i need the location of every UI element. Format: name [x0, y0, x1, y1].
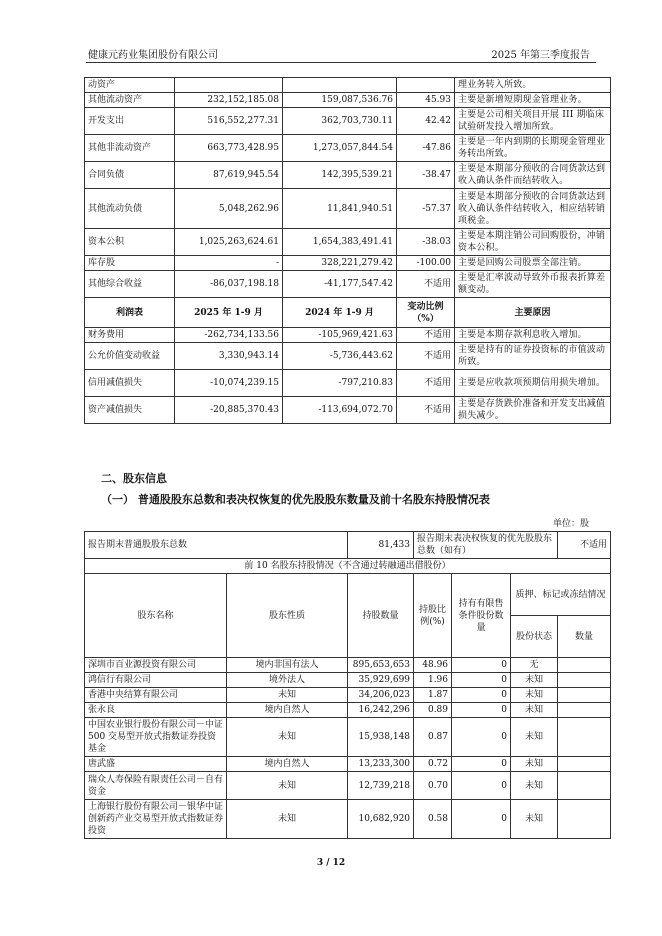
income-row [85, 343, 611, 370]
income-header-current: 2025 年 1-9 月 [175, 298, 283, 328]
row-change: 不适用 [397, 370, 455, 397]
row-previous: 362,703,730.11 [283, 108, 397, 135]
balance-row [85, 78, 611, 93]
holder-shares: 34,206,023 [348, 688, 414, 703]
row-current: -10,074,239.15 [175, 370, 283, 397]
holder-shares: 12,739,218 [348, 772, 414, 800]
holder-name: 中国农业银行股份有限公司－中证 500 交易型开放式指数证券投资基金 [85, 718, 227, 757]
holder-ratio: 0.89 [414, 703, 452, 718]
shareholder-row [85, 688, 611, 703]
holder-name: 张永良 [85, 703, 227, 718]
holder-status: 未知 [511, 800, 558, 839]
holder-shares: 35,929,699 [348, 673, 414, 688]
row-previous: 328,221,279.42 [283, 256, 397, 271]
row-current [175, 78, 283, 93]
row-item: 开发支出 [85, 108, 175, 135]
holder-shares: 16,242,296 [348, 703, 414, 718]
row-current: -86,037,198.18 [175, 271, 283, 298]
row-previous [283, 78, 397, 93]
row-current: - [175, 256, 283, 271]
shareholder-row [85, 800, 611, 839]
holder-name: 上海银行股份有限公司－银华中证创新药产业交易型开放式指数证券投资 [85, 800, 227, 839]
row-current: 232,152,185.08 [175, 93, 283, 108]
holder-name: 唐武盛 [85, 757, 227, 772]
income-header-item: 利润表 [85, 298, 175, 328]
row-item: 信用减值损失 [85, 370, 175, 397]
column-header-row-1 [85, 574, 611, 616]
shareholder-row [85, 703, 611, 718]
holder-nature: 未知 [227, 718, 348, 757]
preferred-holders-label: 报告期末表决权恢复的优先股股东总数（如有） [414, 532, 558, 559]
row-item: 合同负债 [85, 162, 175, 189]
holder-status: 无 [511, 658, 558, 673]
row-previous: -113,694,072.70 [283, 397, 397, 424]
holder-nature: 境内非国有法人 [227, 658, 348, 673]
row-change: 不适用 [397, 397, 455, 424]
col-pledge: 质押、标记或冻结情况 [511, 574, 611, 616]
holder-status: 未知 [511, 688, 558, 703]
col-restricted: 持有有限售条件股份数量 [452, 574, 511, 658]
row-reason: 主要是回购公司股票全部注销。 [455, 256, 611, 271]
holder-nature: 境内自然人 [227, 757, 348, 772]
holder-qty [558, 658, 611, 673]
row-reason: 主要是持有的证券投资标的市值波动所致。 [455, 343, 611, 370]
col-name: 股东名称 [85, 574, 227, 658]
row-current: 663,773,428.95 [175, 135, 283, 162]
holder-qty [558, 772, 611, 800]
holder-ratio: 0.72 [414, 757, 452, 772]
shareholder-row [85, 673, 611, 688]
holder-shares: 15,938,148 [348, 718, 414, 757]
holder-restricted: 0 [452, 772, 511, 800]
holder-restricted: 0 [452, 800, 511, 839]
balance-row [85, 229, 611, 256]
holder-ratio: 0.70 [414, 772, 452, 800]
holder-name: 深圳市百业源投资有限公司 [85, 658, 227, 673]
holder-status: 未知 [511, 673, 558, 688]
holder-nature: 未知 [227, 688, 348, 703]
row-item: 财务费用 [85, 328, 175, 343]
row-change: -100.00 [397, 256, 455, 271]
row-previous: 1,273,057,844.54 [283, 135, 397, 162]
row-reason: 主要是一年内到期的长期现金管理业务转出所致。 [455, 135, 611, 162]
row-change: -57.37 [397, 189, 455, 229]
balance-row [85, 271, 611, 298]
holder-status: 未知 [511, 757, 558, 772]
holder-name: 香港中央结算有限公司 [85, 688, 227, 703]
financial-change-table [84, 77, 611, 424]
row-current: 5,048,262.96 [175, 189, 283, 229]
row-item: 其他非流动资产 [85, 135, 175, 162]
shareholder-row [85, 658, 611, 673]
row-item: 动资产 [85, 78, 175, 93]
shareholder-table [84, 531, 611, 839]
row-item: 公允价值变动收益 [85, 343, 175, 370]
row-previous: -41,177,547.42 [283, 271, 397, 298]
holder-qty [558, 757, 611, 772]
row-item: 资本公积 [85, 229, 175, 256]
holder-ratio: 1.96 [414, 673, 452, 688]
holder-qty [558, 688, 611, 703]
col-shares: 持股数量 [348, 574, 414, 658]
holder-shares: 895,653,653 [348, 658, 414, 673]
top10-title-row [85, 559, 611, 574]
row-item: 其他流动资产 [85, 93, 175, 108]
holder-restricted: 0 [452, 703, 511, 718]
holder-qty [558, 673, 611, 688]
section-title: 二、股东信息 [101, 472, 167, 485]
row-item: 其他流动负债 [85, 189, 175, 229]
row-current: 3,330,943.14 [175, 343, 283, 370]
holder-restricted: 0 [452, 688, 511, 703]
holder-nature: 境外法人 [227, 673, 348, 688]
row-previous: 11,841,940.51 [283, 189, 397, 229]
row-reason: 主要是应收款项预期信用损失增加。 [455, 370, 611, 397]
holder-shares: 13,233,300 [348, 757, 414, 772]
holder-status: 未知 [511, 718, 558, 757]
balance-row [85, 93, 611, 108]
header-company: 健康元药业集团股份有限公司 [88, 50, 218, 61]
holder-ratio: 0.87 [414, 718, 452, 757]
row-item: 资产减值损失 [85, 397, 175, 424]
holder-status: 未知 [511, 703, 558, 718]
income-header-row [85, 298, 611, 328]
income-header-previous: 2024 年 1-9 月 [283, 298, 397, 328]
holder-qty [558, 703, 611, 718]
row-change: -47.86 [397, 135, 455, 162]
section-subtitle: （一） 普通股股东总数和表决权恢复的优先股股东数量及前十名股东持股情况表 [101, 493, 490, 506]
row-change: 不适用 [397, 343, 455, 370]
row-current: 1,025,263,624.61 [175, 229, 283, 256]
col-qty: 数量 [558, 616, 611, 658]
row-change: -38.03 [397, 229, 455, 256]
row-reason: 主要是本期注销公司回购股份，冲销资本公积。 [455, 229, 611, 256]
row-item: 库存股 [85, 256, 175, 271]
income-header-change: 变动比例（%） [397, 298, 455, 328]
income-header-reason: 主要原因 [455, 298, 611, 328]
income-row [85, 397, 611, 424]
holder-name: 鸿信行有限公司 [85, 673, 227, 688]
total-holders-value: 81,433 [348, 532, 414, 559]
row-change [397, 78, 455, 93]
holder-qty [558, 800, 611, 839]
holder-status: 未知 [511, 772, 558, 800]
row-previous: -797,210.83 [283, 370, 397, 397]
holder-restricted: 0 [452, 757, 511, 772]
row-previous: -5,736,443.62 [283, 343, 397, 370]
holder-shares: 10,682,920 [348, 800, 414, 839]
holder-restricted: 0 [452, 718, 511, 757]
shareholder-row [85, 718, 611, 757]
row-reason: 主要是新增短期现金管理业务。 [455, 93, 611, 108]
balance-row [85, 256, 611, 271]
row-reason: 主要是本期存款利息收入增加。 [455, 328, 611, 343]
row-current: -262,734,133.56 [175, 328, 283, 343]
row-item: 其他综合收益 [85, 271, 175, 298]
row-reason: 理业务转入所致。 [455, 78, 611, 93]
holder-restricted: 0 [452, 673, 511, 688]
row-reason: 主要是本期部分预收的合同货款达到收入确认条件结转收入，相应结转销项税金。 [455, 189, 611, 229]
row-reason: 主要是公司相关项目开展 III 期临床试验研发投入增加所致。 [455, 108, 611, 135]
row-change: 42.42 [397, 108, 455, 135]
holder-restricted: 0 [452, 658, 511, 673]
col-ratio: 持股比例(%) [414, 574, 452, 658]
balance-row [85, 162, 611, 189]
summary-row [85, 532, 611, 559]
shareholder-row [85, 757, 611, 772]
holder-ratio: 1.87 [414, 688, 452, 703]
shareholder-row [85, 772, 611, 800]
unit-label: 单位：股 [552, 519, 589, 529]
header-divider [86, 62, 596, 63]
row-previous: -105,969,421.63 [283, 328, 397, 343]
row-reason: 主要是汇率波动导致外币报表折算差额变动。 [455, 271, 611, 298]
income-row [85, 328, 611, 343]
balance-row [85, 108, 611, 135]
holder-nature: 未知 [227, 800, 348, 839]
row-change: -38.47 [397, 162, 455, 189]
row-change: 不适用 [397, 271, 455, 298]
balance-row [85, 189, 611, 229]
holder-ratio: 0.58 [414, 800, 452, 839]
row-current: 516,552,277.31 [175, 108, 283, 135]
balance-row [85, 135, 611, 162]
row-change: 45.93 [397, 93, 455, 108]
holder-ratio: 48.96 [414, 658, 452, 673]
col-nature: 股东性质 [227, 574, 348, 658]
row-change: 不适用 [397, 328, 455, 343]
row-previous: 142,395,539.21 [283, 162, 397, 189]
holder-nature: 未知 [227, 772, 348, 800]
col-status: 股份状态 [511, 616, 558, 658]
income-row [85, 370, 611, 397]
row-current: -20,885,370.43 [175, 397, 283, 424]
header-report-title: 2025 年第三季度报告 [491, 50, 590, 61]
row-reason: 主要是本期部分预收的合同货款达到收入确认条件而结转收入。 [455, 162, 611, 189]
total-holders-label: 报告期末普通股股东总数 [85, 532, 348, 559]
holder-name: 瑞众人寿保险有限责任公司－自有资金 [85, 772, 227, 800]
preferred-holders-value: 不适用 [558, 532, 611, 559]
holder-nature: 境内自然人 [227, 703, 348, 718]
top10-title: 前 10 名股东持股情况（不含通过转融通出借股份） [85, 559, 611, 574]
row-reason: 主要是存货跌价准备和开发支出减值损失减少。 [455, 397, 611, 424]
row-current: 87,619,945.54 [175, 162, 283, 189]
row-previous: 1,654,383,491.41 [283, 229, 397, 256]
holder-qty [558, 718, 611, 757]
row-previous: 159,087,536.76 [283, 93, 397, 108]
page-number: 3 / 12 [316, 858, 346, 868]
